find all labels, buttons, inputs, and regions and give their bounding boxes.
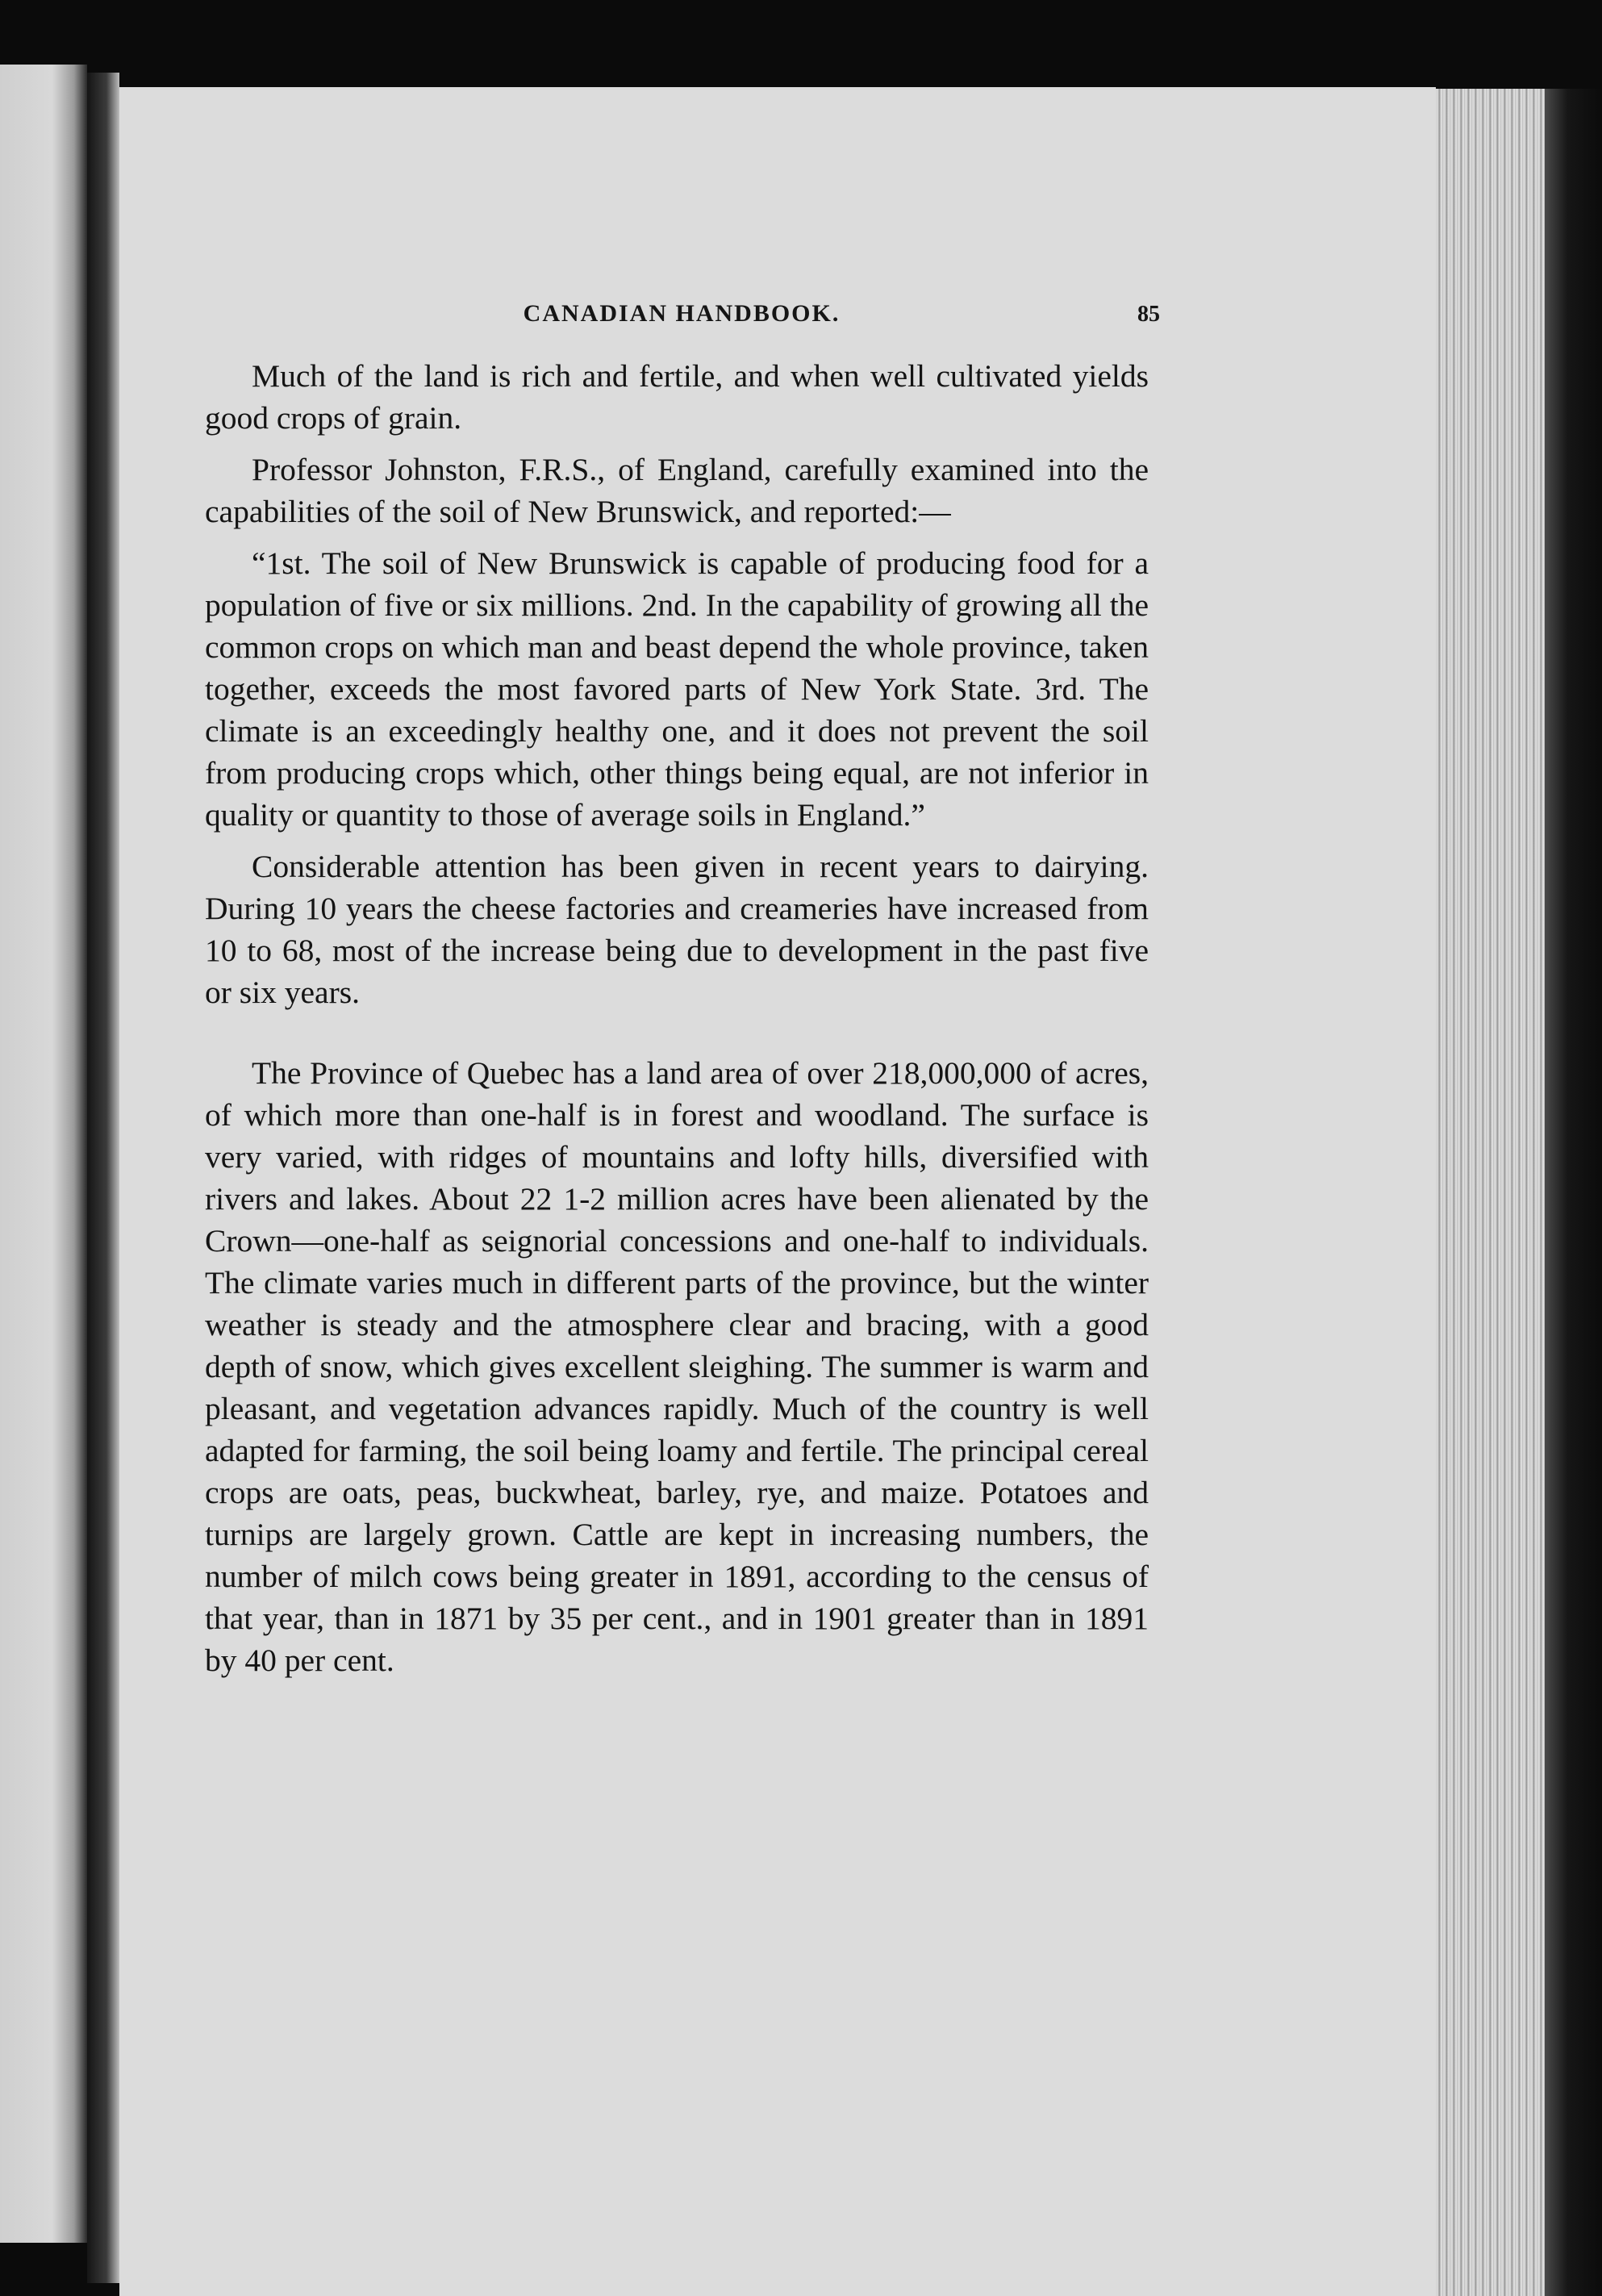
page-number: 85: [1137, 302, 1160, 327]
book-edge-shadow: [1545, 89, 1602, 2296]
paragraph-professor-johnston: Professor Johnston, F.R.S., of England, carefully examined into the capabilities of the soil of New Brunswick, and reported:—: [205, 452, 1149, 529]
running-title: CANADIAN HANDBOOK.: [523, 300, 841, 327]
paragraph-quebec: The Province of Quebec has a land area of over 218,000,000 of acres, of which more than one-half is in forest and woodland. The surface is very varied, with ridges of mountains and lofty hills, diversified with rivers and lakes. About 22 1-2 million acres have been alienated by the Crown—one-half as seignorial concessions and one-half to individuals. The climate varies much in different parts of the province, but the winter weather is steady and the atmosphere clear and bracing, with a good depth of snow, which gives excellent sleighing. The summer is warm and pleasant, and vegetation advances rapidly. Much of the country is well adapted for farming, the soil being loamy and fertile. The principal cereal crops are oats, peas, buckwheat, barley, rye, and maize. Potatoes and turnips are largely grown. Cattle are kept in increasing numbers, the number of milch cows being greater in 1891, according to the census of that year, than in 1871 by 35 per cent., and in 1901 greater than in 1891 by 40 per cent.: [205, 1055, 1149, 1678]
paragraph-dairying: Considerable attention has been given in recent years to dairying. During 10 years the cheese factories and creameries have increased from 10 to 68, most of the increase being due to development in the past five or six years.: [205, 849, 1149, 1010]
page-stack-edges: [1436, 89, 1549, 2296]
book-gutter: [87, 73, 119, 2283]
paragraph-report-quote: “1st. The soil of New Brunswick is capable of producing food for a population of five or six millions. 2nd. In the capability of growing all the common crops on which man and beast depend the whole province, taken together, exceeds the most favored parts of New York State. 3rd. The climate is an exceedingly healthy one, and it does not prevent the soil from producing crops which, other things being equal, are not inferior in quality or quantity to those of average soils in England.”: [205, 545, 1149, 833]
running-head: [210, 300, 1160, 332]
paragraph-land-fertile: Much of the land is rich and fertile, and when well cultivated yields good crops of grain.: [205, 358, 1149, 436]
previous-page-edge: [0, 65, 87, 2243]
body-text: [205, 355, 1149, 1681]
